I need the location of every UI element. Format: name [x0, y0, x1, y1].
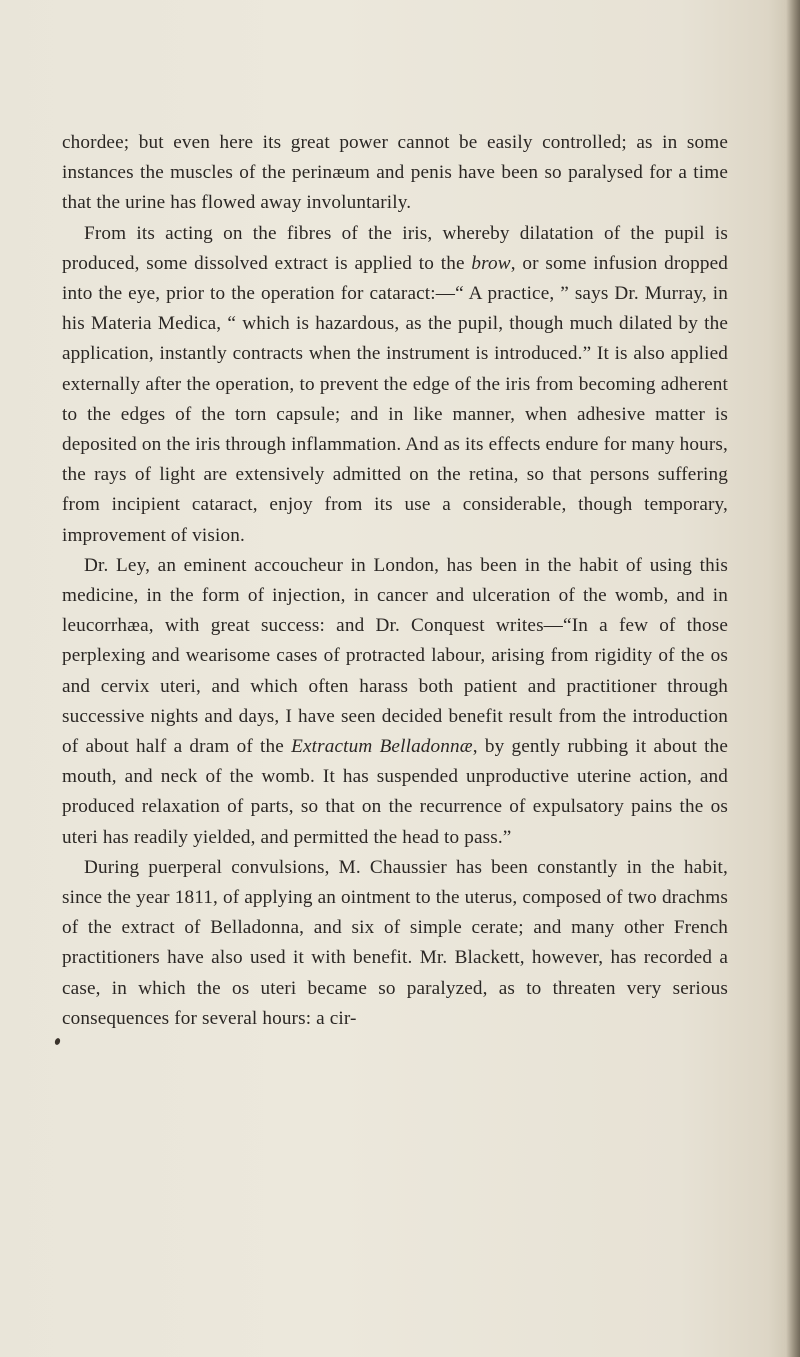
- page-edge-shadow: [786, 0, 800, 1357]
- paragraph-chaussier: [62, 853, 728, 1034]
- paragraph-continuation: [62, 128, 728, 219]
- body-text: [62, 128, 728, 1034]
- text-segment: From its acting on the fibres of the iris, whereby dilatation of the pupil is produced, some dissolved extract is applied to the: [62, 222, 728, 274]
- italic-term-brow: brow: [471, 252, 511, 274]
- paragraph-ley: [62, 551, 728, 853]
- text-segment: , by gently rubbing it about the mouth, and neck of the womb. It has suspended unproductive uterine action, and produced relaxation of parts, so that on the recurrence of expulsatory pains the os uteri has readily yielded, and permitted the head to pass.”: [62, 736, 728, 848]
- text-segment: chordee; but even here its great power cannot be easily controlled; as in some instances the muscles of the perinæum and penis have been so paralysed for a time that the urine has flowed away involuntarily.: [62, 132, 728, 214]
- text-segment: Dr. Ley, an eminent accoucheur in London, has been in the habit of using this medicine, in the form of injection, in cancer and ulceration of the womb, and in leucorrhæa, with great success: and Dr. Conquest writes—“In a few of those perplexing and wearisome cases of protracted labour, arising from rigidity of the os and cervix uteri, and which often harass both patient and practitioner through successive nights and days, I have seen decided benefit result from the introduction of about half a dram of the: [62, 554, 728, 758]
- text-segment: During puerperal convulsions, M. Chaussier has been constantly in the habit, since the year 1811, of applying an ointment to the uterus, composed of two drachms of the extract of Belladonna, and six of simple cerate; and many other French practitioners have also used it with benefit. Mr. Blackett, however, has recorded a case, in which the os uteri became so paralyzed, as to threaten very serious consequences for several hours: a cir-: [62, 856, 728, 1029]
- paragraph-iris: [62, 219, 728, 551]
- ink-speck: [54, 1037, 61, 1045]
- text-segment: , or some infusion dropped into the eye, prior to the operation for cataract:—“ A practice, ” says Dr. Murray, in his Materia Medica, “ which is hazardous, as the pupil, though much dilated by the application, instantly contracts when the instrument is introduced.” It is also applied externally after the operation, to prevent the edge of the iris from becoming adherent to the edges of the torn capsule; and in like manner, when adhesive matter is deposited on the iris through inflammation. And as its effects endure for many hours, the rays of light are extensively admitted on the retina, so that persons suffering from incipient cataract, enjoy from its use a considerable, though temporary, improvement of vision.: [62, 252, 728, 546]
- italic-term-extractum: Extractum Belladonnæ: [291, 736, 473, 758]
